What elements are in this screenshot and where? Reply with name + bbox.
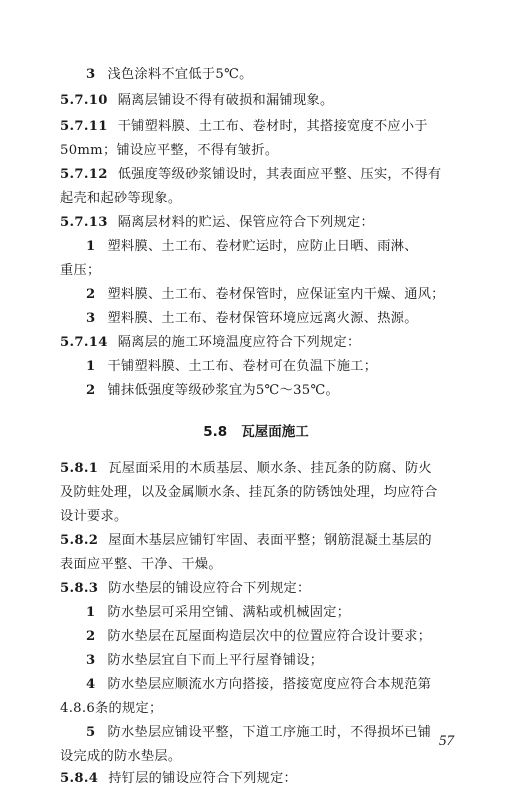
list-item: 4 防水垫层应顺流水方向搭接，搭接宽度应符合本规范第	[86, 677, 432, 692]
text-line: 起壳和起砂等现象。	[60, 191, 182, 206]
clause-5-7-13: 5.7.13 隔离层材料的贮运、保管应符合下列规定：	[60, 215, 374, 230]
text-line: 设完成的防水垫层。	[60, 749, 182, 764]
list-item: 1 塑料膜、土工布、卷材贮运时，应防止日晒、雨淋、	[86, 239, 418, 254]
clause-5-8-2: 5.8.2 屋面木基层应铺钉牢固、表面平整；钢筋混凝土基层的	[60, 533, 432, 548]
list-item: 3 浅色涂料不宜低于5℃。	[86, 67, 253, 82]
clause-5-7-12: 5.7.12 低强度等级砂浆铺设时，其表面应平整、压实，不得有	[60, 167, 442, 182]
text-line: 表面应平整、干净、干燥。	[60, 557, 222, 572]
list-item: 1 干铺塑料膜、土工布、卷材可在负温下施工；	[86, 359, 378, 374]
list-item: 1 防水垫层可采用空铺、满粘或机械固定；	[86, 605, 351, 620]
clause-5-7-14: 5.7.14 隔离层的施工环境温度应符合下列规定：	[60, 335, 361, 350]
text-line: 及防蛀处理，以及金属顺水条、挂瓦条的防锈蚀处理，均应符合	[60, 485, 438, 500]
item-number: 1	[86, 605, 96, 620]
list-item: 2 防水垫层在瓦屋面构造层次中的位置应符合设计要求；	[86, 629, 432, 644]
list-item: 2 塑料膜、土工布、卷材保管时，应保证室内干燥、通风；	[86, 287, 445, 302]
text-line: 4.8.6条的规定；	[60, 701, 163, 716]
clause-5-7-10: 5.7.10 隔离层铺设不得有破损和漏铺现象。	[60, 93, 334, 108]
item-number: 3	[86, 67, 96, 82]
text-line: 50mm；铺设应平整，不得有皱折。	[60, 143, 279, 158]
clause-number: 5.7.11	[60, 119, 108, 134]
item-number: 1	[86, 239, 96, 254]
list-item: 3 防水垫层宜自下而上平行屋脊铺设；	[86, 653, 324, 668]
clause-number: 5.8.4	[60, 771, 99, 786]
clause-5-8-1: 5.8.1 瓦屋面采用的木质基层、顺水条、挂瓦条的防腐、防火	[60, 461, 432, 476]
item-number: 1	[86, 359, 96, 374]
clause-number: 5.7.12	[60, 167, 108, 182]
item-number: 3	[86, 311, 96, 326]
list-item: 2 铺抹低强度等级砂浆宜为5℃～35℃。	[86, 383, 339, 398]
clause-number: 5.8.3	[60, 581, 99, 596]
list-item: 3 塑料膜、土工布、卷材保管环境应远离火源、热源。	[86, 311, 418, 326]
clause-5-8-3: 5.8.3 防水垫层的铺设应符合下列规定：	[60, 581, 311, 596]
clause-5-8-4: 5.8.4 持钉层的铺设应符合下列规定：	[60, 771, 298, 786]
clause-number: 5.7.14	[60, 335, 108, 350]
item-number: 2	[86, 383, 96, 398]
text-line: 设计要求。	[60, 509, 128, 524]
clause-number: 5.8.2	[60, 533, 99, 548]
page-number: 57	[439, 733, 454, 749]
text-line: 重压；	[60, 263, 101, 278]
section-heading: 5.8 瓦屋面施工	[203, 424, 309, 440]
list-item: 5 防水垫层应铺设平整，下道工序施工时，不得损坏已铺	[86, 725, 432, 740]
item-number: 4	[86, 677, 96, 692]
item-number: 5	[86, 725, 96, 740]
clause-number: 5.7.13	[60, 215, 108, 230]
item-number: 2	[86, 629, 96, 644]
item-number: 3	[86, 653, 96, 668]
clause-number: 5.7.10	[60, 93, 108, 108]
clause-5-7-11: 5.7.11 干铺塑料膜、土工布、卷材时，其搭接宽度不应小于	[60, 119, 428, 134]
item-number: 2	[86, 287, 96, 302]
clause-number: 5.8.1	[60, 461, 99, 476]
